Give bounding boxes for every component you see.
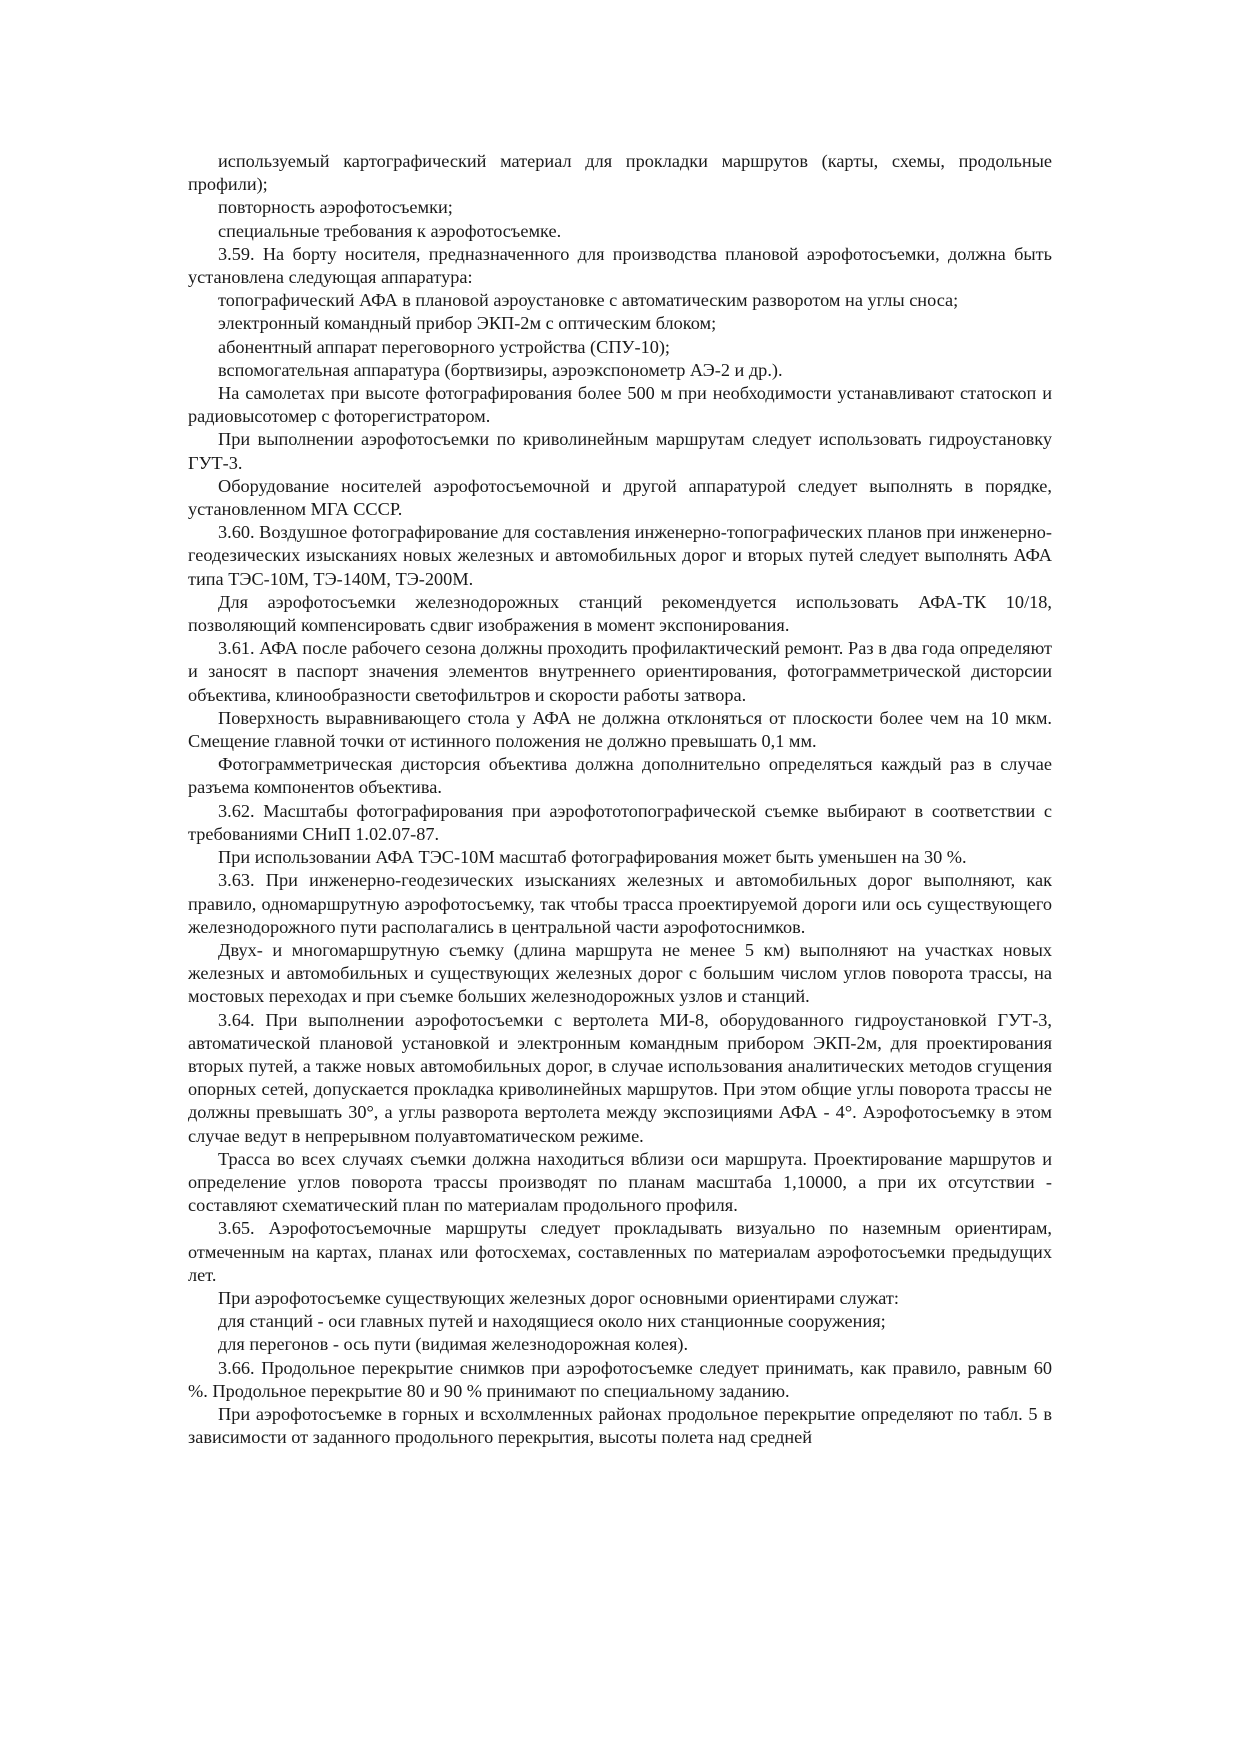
paragraph: 3.59. На борту носителя, предназначенного для производства плановой аэрофотосъемки, должна быть установлена следующая аппаратура: — [188, 243, 1052, 288]
paragraph: 3.60. Воздушное фотографирование для составления инженерно-топографических планов при инженерно-геодезических изысканиях новых железных и автомобильных дорог и вторых путей следует выполнять АФА типа ТЭС-10М, ТЭ-140М, ТЭ-200М. — [188, 522, 1052, 589]
paragraph: Поверхность выравнивающего стола у АФА не должна отклоняться от плоскости более чем на 10 мкм. Смещение главной точки от истинного положения не должно превышать 0,1 мм. — [188, 707, 1052, 752]
paragraph: 3.63. При инженерно-геодезических изысканиях железных и автомобильных дорог выполняют, как правило, одномаршрутную аэрофотосъемку, так чтобы трасса проектируемой дороги или ось существующего железнодорожного пути располагались в центральной части аэрофотоснимков. — [188, 870, 1052, 937]
paragraph: При аэрофотосъемке в горных и всхолмленных районах продольное перекрытие определяют по табл. 5 в зависимости от заданного продольного перекрытия, высоты полета над средней — [188, 1403, 1052, 1448]
paragraph: При использовании АФА ТЭС-10М масштаб фотографирования может быть уменьшен на 30 %. — [218, 847, 967, 868]
paragraph: вспомогательная аппаратура (бортвизиры, аэроэкспонометр АЭ-2 и др.). — [218, 359, 783, 380]
paragraph: электронный командный прибор ЭКП-2м с оптическим блоком; — [218, 313, 717, 334]
paragraph: абонентный аппарат переговорного устройства (СПУ-10); — [218, 336, 671, 357]
paragraph: 3.65. Аэрофотосъемочные маршруты следует прокладывать визуально по наземным ориентирам, отмеченным на картах, планах или фотосхемах, составленных по материалам аэрофотосъемки предыдущих лет. — [188, 1218, 1052, 1285]
paragraph: 3.66. Продольное перекрытие снимков при аэрофотосъемке следует принимать, как правило, равным 60 %. Продольное перекрытие 80 и 90 % принимают по специальному заданию. — [188, 1357, 1052, 1401]
paragraph: 3.61. АФА после рабочего сезона должны проходить профилактический ремонт. Раз в два года определяют и заносят в паспорт значения элементов внутреннего ориентирования, фотограмметрической дисторсии объектива, клинообразности светофильтров и скорости работы затвора. — [188, 638, 1052, 705]
paragraph: Фотограмметрическая дисторсия объектива должна дополнительно определяться каждый раз в случае разъема компонентов объектива. — [188, 754, 1052, 798]
paragraph: специальные требования к аэрофотосъемке. — [218, 220, 562, 241]
paragraph: 3.64. При выполнении аэрофотосъемки с вертолета МИ-8, оборудованного гидроустановкой ГУТ-3, автоматической плановой установкой и электронным командным прибором ЭКП-2м, для проектирования вторых путей, а также новых автомобильных дорог, в случае использования аналитических методов сгущения опорных сетей, допускается прокладка криволинейных маршрутов. При этом общие углы поворота трассы не должны превышать 30°, а углы разворота вертолета между экспозициями АФА - 4°. Аэрофотосъемку в этом случае ведут в непрерывном полуавтоматическом режиме. — [188, 1009, 1052, 1146]
paragraph: используемый картографический материал для прокладки маршрутов (карты, схемы, продольные профили); — [188, 151, 1052, 195]
paragraph: для станций - оси главных путей и находящиеся около них станционные сооружения; — [218, 1311, 886, 1332]
paragraph: топографический АФА в плановой аэроустановке с автоматическим разворотом на углы сноса; — [218, 290, 959, 311]
paragraph: При аэрофотосъемке существующих железных дорог основными ориентирами служат: — [218, 1287, 899, 1308]
paragraph: При выполнении аэрофотосъемки по криволинейным маршрутам следует использовать гидроустановку ГУТ-3. — [188, 429, 1052, 473]
document-page — [188, 150, 1052, 1449]
paragraph: для перегонов - ось пути (видимая железнодорожная колея). — [218, 1334, 689, 1355]
paragraph: Для аэрофотосъемки железнодорожных станций рекомендуется использовать АФА-ТК 10/18, позволяющий компенсировать сдвиг изображения в момент экспонирования. — [188, 591, 1052, 636]
paragraph: Двух- и многомаршрутную съемку (длина маршрута не менее 5 км) выполняют на участках новых железных и автомобильных и существующих железных дорог с большим числом углов поворота трассы, на мостовых переходах и при съемке больших железнодорожных узлов и станций. — [188, 939, 1052, 1007]
paragraph: На самолетах при высоте фотографирования более 500 м при необходимости устанавливают статоскоп и радиовысотомер с фоторегистратором. — [188, 383, 1052, 427]
paragraph: 3.62. Масштабы фотографирования при аэрофототопографической съемке выбирают в соответствии с требованиями СНиП 1.02.07-87. — [188, 800, 1052, 844]
paragraph: Оборудование носителей аэрофотосъемочной и другой аппаратурой следует выполнять в порядке, установленном МГА СССР. — [188, 475, 1052, 520]
paragraph: Трасса во всех случаях съемки должна находиться вблизи оси маршрута. Проектирование маршрутов и определение углов поворота трассы производят по планам масштаба 1,10000, а при их отсутствии - составляют схематический план по материалам продольного профиля. — [188, 1148, 1052, 1216]
paragraph: повторность аэрофотосъемки; — [218, 197, 453, 218]
